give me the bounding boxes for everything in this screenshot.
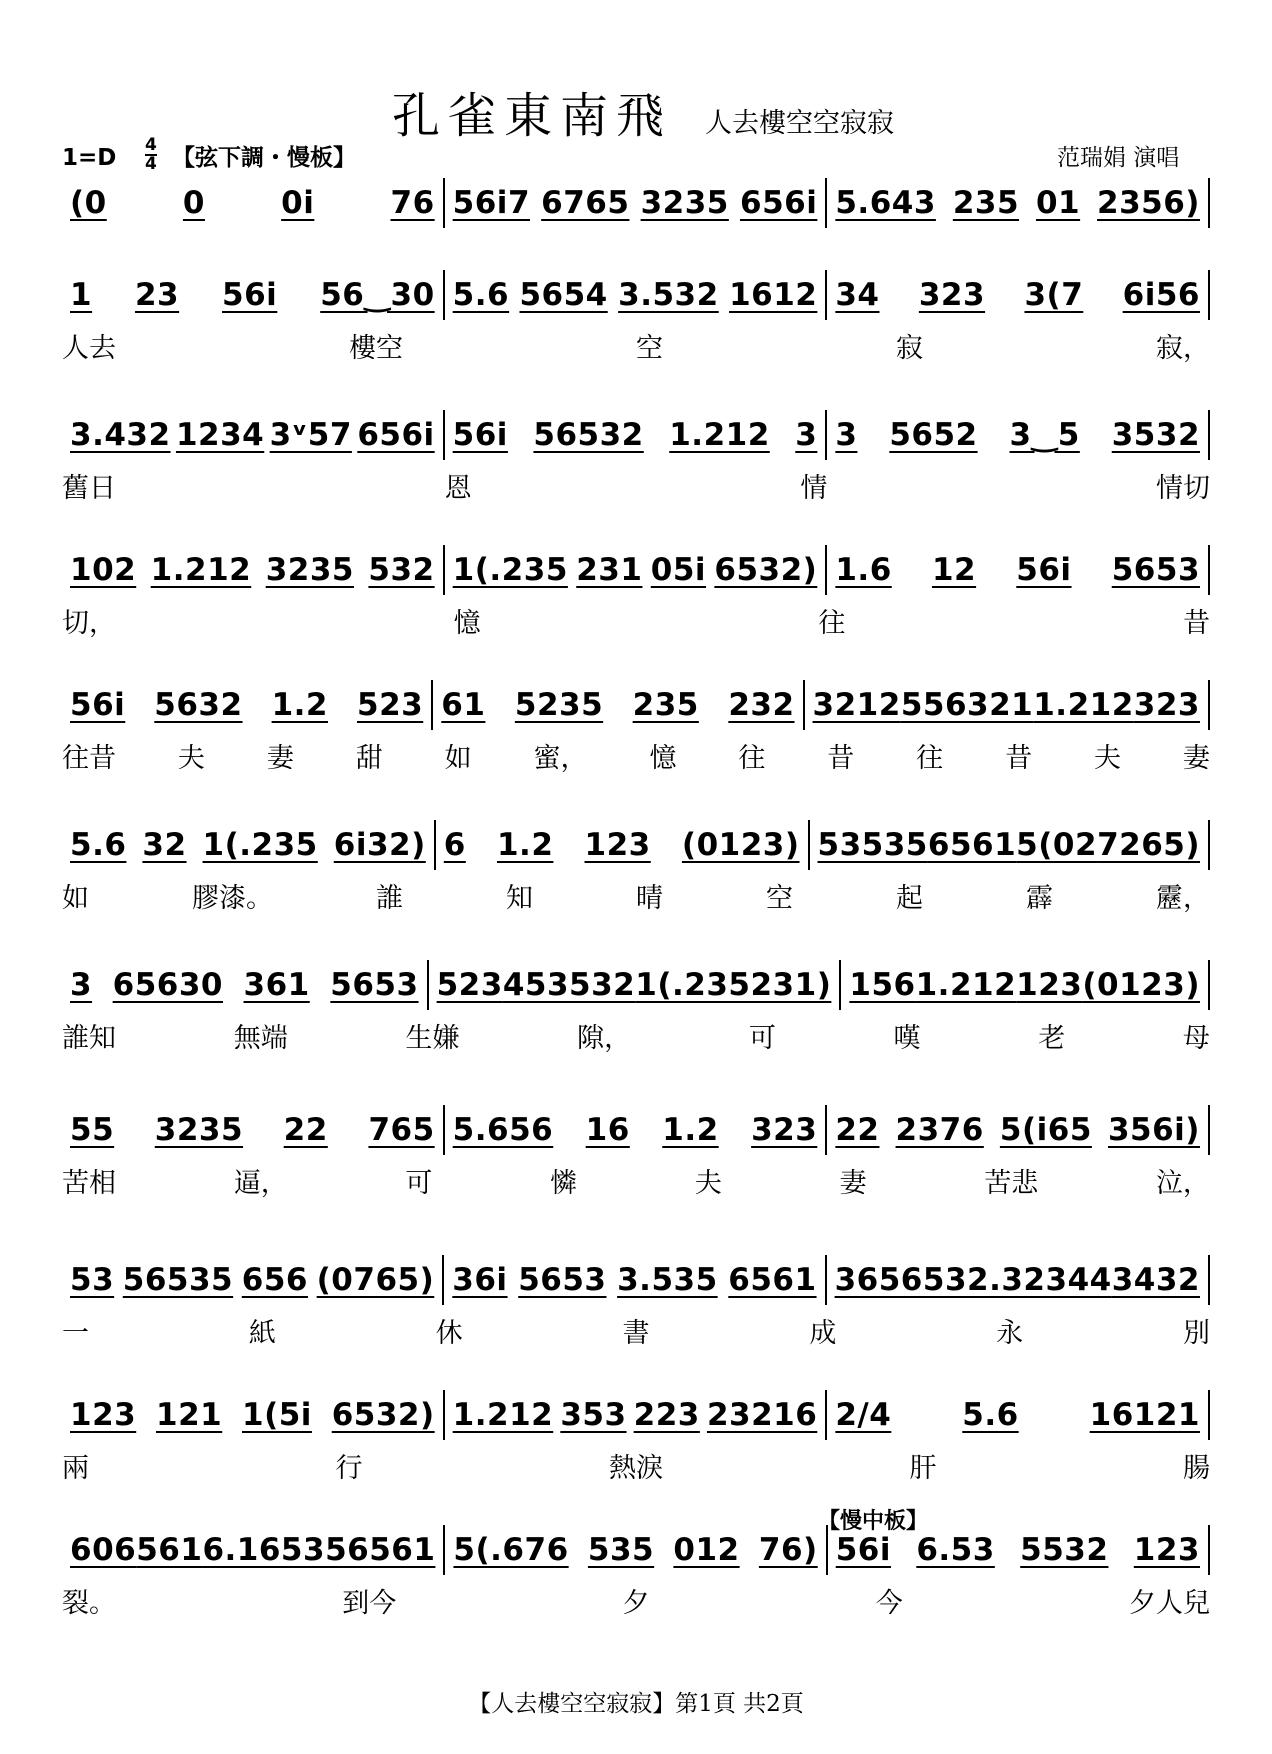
note-group: 34 xyxy=(835,277,880,313)
note-group: 323 xyxy=(918,277,986,313)
note-group: 556321 xyxy=(900,687,1034,723)
note-group: 53535 xyxy=(817,827,928,863)
lyric-syllable: 樓空 xyxy=(349,332,403,364)
notation-notes xyxy=(62,545,1210,595)
lyric-syllable: 永 xyxy=(996,1317,1024,1349)
lyric-syllable: 夫 xyxy=(177,742,205,774)
notation-line xyxy=(0,1255,1272,1407)
notation-line xyxy=(0,820,1272,972)
lyric-syllable: 起 xyxy=(896,882,923,914)
notation-line xyxy=(0,1525,1272,1677)
lyric-syllable: 舊日 xyxy=(62,472,116,504)
lyric-syllable: 往昔 xyxy=(62,742,116,774)
lyrics-line xyxy=(62,1313,1210,1347)
note-group: 56i xyxy=(452,417,508,453)
notation-line xyxy=(0,960,1272,1112)
lyrics-line xyxy=(62,878,1210,912)
lyric-syllable: 妻 xyxy=(266,742,294,774)
lyric-syllable: 知 xyxy=(506,882,533,914)
lyric-syllable: 情切 xyxy=(1155,472,1210,504)
lyric-syllable: 無端 xyxy=(233,1022,288,1054)
note-group: 1.2 xyxy=(496,827,554,863)
measure xyxy=(810,820,1210,870)
lyric-syllable: 蜜， xyxy=(533,742,588,774)
note-group: 5.6 xyxy=(452,277,510,313)
note-group: 102 xyxy=(70,552,137,588)
note-group: 3‿5 xyxy=(1009,417,1080,453)
lyric-syllable: 甜 xyxy=(355,742,383,774)
note-group: 356561 xyxy=(303,1532,436,1568)
note-group: 5.656 xyxy=(452,1112,554,1148)
note-group: 361 xyxy=(243,967,310,1003)
note-group: 532 xyxy=(368,552,435,588)
note-group: 535 xyxy=(587,1532,655,1568)
note-group: 561 xyxy=(136,1532,203,1568)
note-group: 453532 xyxy=(502,967,636,1003)
note-group: 656i xyxy=(357,417,435,453)
notation-line xyxy=(0,1390,1272,1542)
lyric-syllable: 苦相 xyxy=(62,1167,116,1199)
notation-line xyxy=(0,270,1272,422)
notation-notes xyxy=(62,1105,1210,1155)
notation-notes xyxy=(62,1390,1210,1440)
measure xyxy=(827,410,1210,460)
lyric-syllable: 紙 xyxy=(248,1317,276,1349)
page-footer: 【人去樓空空寂寂】第1頁 共2頁 xyxy=(468,1691,804,1717)
note-group: (0123) xyxy=(681,827,800,863)
measure xyxy=(445,178,828,228)
note-group: 356i) xyxy=(1107,1112,1200,1148)
lyrics-line xyxy=(62,738,1210,772)
note-group: 1.2 xyxy=(271,687,328,723)
measure xyxy=(841,960,1210,1010)
note-group: 2.32344 xyxy=(967,1262,1112,1298)
lyric-syllable: 可 xyxy=(405,1167,433,1199)
measure xyxy=(62,1390,445,1440)
measure xyxy=(62,270,445,320)
lyric-syllable: 今 xyxy=(875,1587,903,1619)
measure xyxy=(445,545,828,595)
lyric-syllable: 昔 xyxy=(1182,607,1210,639)
note-group: 1.212 xyxy=(1033,687,1134,723)
measure xyxy=(445,410,828,460)
note-group: 5652 xyxy=(889,417,978,453)
note-group: 523 xyxy=(436,967,503,1003)
measure xyxy=(805,680,1210,730)
note-group: 1.6 xyxy=(835,552,892,588)
measure xyxy=(445,1390,828,1440)
notation-notes xyxy=(62,178,1210,228)
note-group: 3.532 xyxy=(618,277,719,313)
note-group: 1(.235 xyxy=(635,967,751,1003)
note-group: 123 xyxy=(584,827,651,863)
note-group: 56‿30 xyxy=(320,277,435,313)
note-group: 012 xyxy=(673,1532,740,1568)
lyric-syllable: 憶 xyxy=(649,742,677,774)
note-group: 56i xyxy=(222,277,278,313)
note-group: 1 xyxy=(70,277,93,313)
note-group: 2/4 xyxy=(835,1397,892,1433)
note-group: 123 xyxy=(70,1397,137,1433)
lyric-syllable: 霹 xyxy=(1026,882,1053,914)
lyric-syllable: 生嫌 xyxy=(405,1022,460,1054)
lyric-syllable: 誰知 xyxy=(62,1022,116,1054)
lyric-syllable: 行 xyxy=(335,1452,363,1484)
lyrics-line xyxy=(62,1163,1210,1197)
lyric-syllable: 夫 xyxy=(694,1167,722,1199)
note-group: 5.643 xyxy=(835,185,936,221)
note-group: 22 xyxy=(283,1112,328,1148)
note-group: 156 xyxy=(849,967,916,1003)
lyric-syllable: 苦悲 xyxy=(984,1167,1039,1199)
lyrics-line xyxy=(62,603,1210,637)
measure xyxy=(444,1255,826,1305)
lyric-syllable: 妻 xyxy=(839,1167,867,1199)
lyric-syllable: 一 xyxy=(62,1317,89,1349)
note-group: 1.212 xyxy=(150,552,252,588)
lyric-syllable: 熱淚 xyxy=(609,1452,663,1484)
note-group: 36i xyxy=(452,1262,508,1298)
note-group: (0123) xyxy=(1082,967,1200,1003)
note-group: 235 xyxy=(952,185,1020,221)
note-group: 56i xyxy=(835,1532,891,1568)
lyric-syllable: 誰 xyxy=(376,882,403,914)
note-group: 3 xyxy=(70,967,93,1003)
lyric-syllable: 成 xyxy=(809,1317,837,1349)
note-group: 2376 xyxy=(895,1112,984,1148)
lyrics-line xyxy=(62,468,1210,502)
lyric-syllable: 休 xyxy=(435,1317,463,1349)
note-group: 5.6 xyxy=(962,1397,1019,1433)
lyric-syllable: 肝 xyxy=(909,1452,937,1484)
note-group: 5532 xyxy=(1020,1532,1109,1568)
note-group: 6561 xyxy=(927,827,1017,863)
lyric-syllable: 寂， xyxy=(1156,332,1210,364)
lyric-syllable: 書 xyxy=(622,1317,650,1349)
lyric-syllable: 腸 xyxy=(1183,1452,1210,1484)
measure xyxy=(62,178,445,228)
measure xyxy=(62,820,436,870)
note-group: 56i xyxy=(1016,552,1072,588)
lyric-syllable: 空 xyxy=(766,882,793,914)
note-group: 365653 xyxy=(834,1262,968,1298)
note-group: 1.212 xyxy=(915,967,1017,1003)
lyric-syllable: 寂 xyxy=(896,332,923,364)
note-group: 0 xyxy=(182,185,205,221)
note-group: 656 xyxy=(241,1262,308,1298)
score-subtitle: 人去樓空空寂寂 xyxy=(705,108,894,139)
lyric-syllable: 憐 xyxy=(550,1167,578,1199)
note-group: 5653 xyxy=(330,967,419,1003)
measure xyxy=(436,820,810,870)
measure xyxy=(827,545,1210,595)
note-group: 6765 xyxy=(541,185,630,221)
lyric-syllable: 可 xyxy=(748,1022,776,1054)
lyric-syllable: 妻 xyxy=(1182,742,1210,774)
measure xyxy=(62,545,445,595)
notation-line xyxy=(0,545,1272,697)
note-group: 6.53 xyxy=(916,1532,995,1568)
notation-line xyxy=(0,1105,1272,1257)
measure xyxy=(827,1390,1210,1440)
note-group: 5(02 xyxy=(1016,827,1098,863)
measure xyxy=(433,680,804,730)
note-group: 55 xyxy=(70,1112,115,1148)
note-group: 3ᵛ57 xyxy=(269,417,352,453)
note-group: 3 xyxy=(795,417,818,453)
lyric-syllable: 逼， xyxy=(233,1167,288,1199)
note-group: 235 xyxy=(632,687,699,723)
measure xyxy=(62,1105,445,1155)
lyric-syllable: 母 xyxy=(1182,1022,1210,1054)
measure xyxy=(827,178,1210,228)
notation-line xyxy=(0,680,1272,832)
lyric-syllable: 別 xyxy=(1182,1317,1210,1349)
lyric-syllable: 人去 xyxy=(62,332,116,364)
note-group: 7265) xyxy=(1097,827,1201,863)
lyric-syllable: 嘆 xyxy=(893,1022,921,1054)
lyric-syllable: 夫 xyxy=(1093,742,1121,774)
lyric-syllable: 憶 xyxy=(453,607,481,639)
note-group: 6i56 xyxy=(1122,277,1200,313)
note-group: 5654 xyxy=(519,277,608,313)
key-signature: 1=D xyxy=(62,145,117,171)
note-group: 3235 xyxy=(154,1112,244,1148)
note-group: (0765) xyxy=(316,1262,435,1298)
notation-notes xyxy=(62,1525,1210,1575)
note-group: 1(.235 xyxy=(452,552,568,588)
notation-notes xyxy=(62,1255,1210,1305)
note-group: 16 xyxy=(585,1112,630,1148)
lyric-syllable: 昔 xyxy=(1005,742,1033,774)
lyric-syllable: 兩 xyxy=(62,1452,89,1484)
note-group: 0i xyxy=(281,185,315,221)
note-group: 12 xyxy=(931,552,977,588)
measure xyxy=(445,1525,827,1575)
note-group: 3532 xyxy=(1111,417,1201,453)
measure xyxy=(827,270,1210,320)
note-group: 3432 xyxy=(1111,1262,1200,1298)
note-group: 23 xyxy=(134,277,180,313)
note-group: 523 xyxy=(357,687,424,723)
note-group: 56532 xyxy=(533,417,644,453)
note-group: 1.212 xyxy=(452,1397,554,1433)
measure xyxy=(62,410,445,460)
note-group: 2356) xyxy=(1097,185,1200,221)
note-group: 323 xyxy=(751,1112,818,1148)
note-group: 76 xyxy=(390,185,435,221)
note-group: (0 xyxy=(70,185,107,221)
notation-notes xyxy=(62,820,1210,870)
note-group: 6532) xyxy=(714,552,818,588)
lyric-syllable: 膠漆。 xyxy=(192,882,273,914)
lyric-syllable: 如 xyxy=(62,882,89,914)
notation-notes xyxy=(62,270,1210,320)
measure xyxy=(827,1255,1210,1305)
lyric-syllable: 裂。 xyxy=(62,1587,116,1619)
note-group: 1234 xyxy=(175,417,265,453)
note-group: 5653 xyxy=(1111,552,1201,588)
note-group: 56i xyxy=(70,687,126,723)
notation-notes xyxy=(62,960,1210,1010)
lyrics-line xyxy=(62,328,1210,362)
lyric-syllable: 如 xyxy=(444,742,472,774)
note-group: 53 xyxy=(70,1262,115,1298)
notation-notes xyxy=(62,410,1210,460)
lyric-syllable: 晴 xyxy=(636,882,663,914)
note-group: 3 xyxy=(835,417,858,453)
note-group: 6532) xyxy=(331,1397,435,1433)
measure xyxy=(445,1105,828,1155)
note-group: 1612 xyxy=(729,277,818,313)
note-group: 61 xyxy=(441,687,486,723)
lyric-syllable: 情 xyxy=(800,472,828,504)
lyric-syllable: 夕人兒 xyxy=(1129,1587,1210,1619)
measure xyxy=(62,680,433,730)
tempo-change-marking: 【慢中板】 xyxy=(818,1509,929,1534)
note-group: 656i xyxy=(740,185,818,221)
note-group: 56i7 xyxy=(452,185,531,221)
note-group: 22 xyxy=(835,1112,880,1148)
lyric-syllable: 夕 xyxy=(622,1587,650,1619)
lyric-syllable: 隙， xyxy=(577,1022,632,1054)
note-group: 5632 xyxy=(154,687,243,723)
time-signature-top: 4 xyxy=(145,135,157,155)
note-group: 3212 xyxy=(812,687,901,723)
lyric-syllable: 靂， xyxy=(1156,882,1210,914)
note-group: 3.535 xyxy=(617,1262,718,1298)
note-group: 123 xyxy=(1133,1532,1201,1568)
note-group: 3.432 xyxy=(70,417,171,453)
measure xyxy=(62,960,429,1010)
note-group: 3235 xyxy=(640,185,729,221)
note-group: 6561 xyxy=(728,1262,817,1298)
note-group: 5235 xyxy=(514,687,604,723)
note-group: 1(5i xyxy=(242,1397,312,1433)
note-group: 323 xyxy=(1133,687,1201,723)
note-group: 606 xyxy=(70,1532,137,1568)
note-group: 5.6 xyxy=(70,827,127,863)
note-group: 765 xyxy=(368,1112,435,1148)
note-group: 5653 xyxy=(518,1262,607,1298)
lyric-syllable: 往 xyxy=(916,742,944,774)
note-group: 32 xyxy=(142,827,187,863)
note-group: 3(7 xyxy=(1024,277,1084,313)
note-group: 223 xyxy=(633,1397,700,1433)
note-group: 123 xyxy=(1016,967,1083,1003)
score-title: 孔雀東南飛 xyxy=(392,88,673,144)
lyrics-line xyxy=(62,1018,1210,1052)
lyric-syllable: 切， xyxy=(62,607,116,639)
note-group: 3235 xyxy=(265,552,354,588)
notation-notes xyxy=(62,680,1210,730)
measure xyxy=(62,1525,445,1575)
lyric-syllable: 往 xyxy=(738,742,766,774)
note-group: 23216 xyxy=(706,1397,818,1433)
notation-line xyxy=(0,410,1272,562)
note-group: 232 xyxy=(728,687,795,723)
lyric-syllable: 恩 xyxy=(444,472,472,504)
note-group: 1.2 xyxy=(662,1112,719,1148)
note-group: 76) xyxy=(758,1532,818,1568)
lyric-syllable: 到今 xyxy=(342,1587,397,1619)
note-group: 65630 xyxy=(112,967,223,1003)
time-signature-bottom: 4 xyxy=(145,154,157,174)
note-group: 5(i65 xyxy=(999,1112,1092,1148)
lyric-syllable: 泣， xyxy=(1155,1167,1210,1199)
note-group: 1(.235 xyxy=(202,827,318,863)
note-group: 01 xyxy=(1035,185,1081,221)
time-signature xyxy=(145,137,157,173)
measure xyxy=(62,1255,444,1305)
note-group: 353 xyxy=(560,1397,627,1433)
lyric-syllable: 往 xyxy=(818,607,846,639)
performer-credit: 范瑞娟 演唱 xyxy=(1057,145,1180,171)
note-group: 6.165 xyxy=(202,1532,303,1568)
lyrics-line xyxy=(62,1448,1210,1482)
lyric-syllable: 空 xyxy=(636,332,663,364)
note-group: 121 xyxy=(156,1397,223,1433)
lyric-syllable: 昔 xyxy=(827,742,855,774)
note-group: 231) xyxy=(750,967,832,1003)
measure xyxy=(827,1105,1210,1155)
measure xyxy=(429,960,842,1010)
note-group: 1.212 xyxy=(669,417,770,453)
note-group: 16121 xyxy=(1089,1397,1200,1433)
note-group: 5(.676 xyxy=(453,1532,569,1568)
lyric-syllable: 老 xyxy=(1038,1022,1066,1054)
tempo-marking: 【弦下調・慢板】 xyxy=(172,145,356,171)
note-group: 05i xyxy=(650,552,707,588)
note-group: 6i32) xyxy=(333,827,426,863)
lyrics-line xyxy=(62,1583,1210,1617)
note-group: 56535 xyxy=(122,1262,234,1298)
measure xyxy=(445,270,828,320)
note-group: 6 xyxy=(443,827,466,863)
note-group: 231 xyxy=(576,552,643,588)
